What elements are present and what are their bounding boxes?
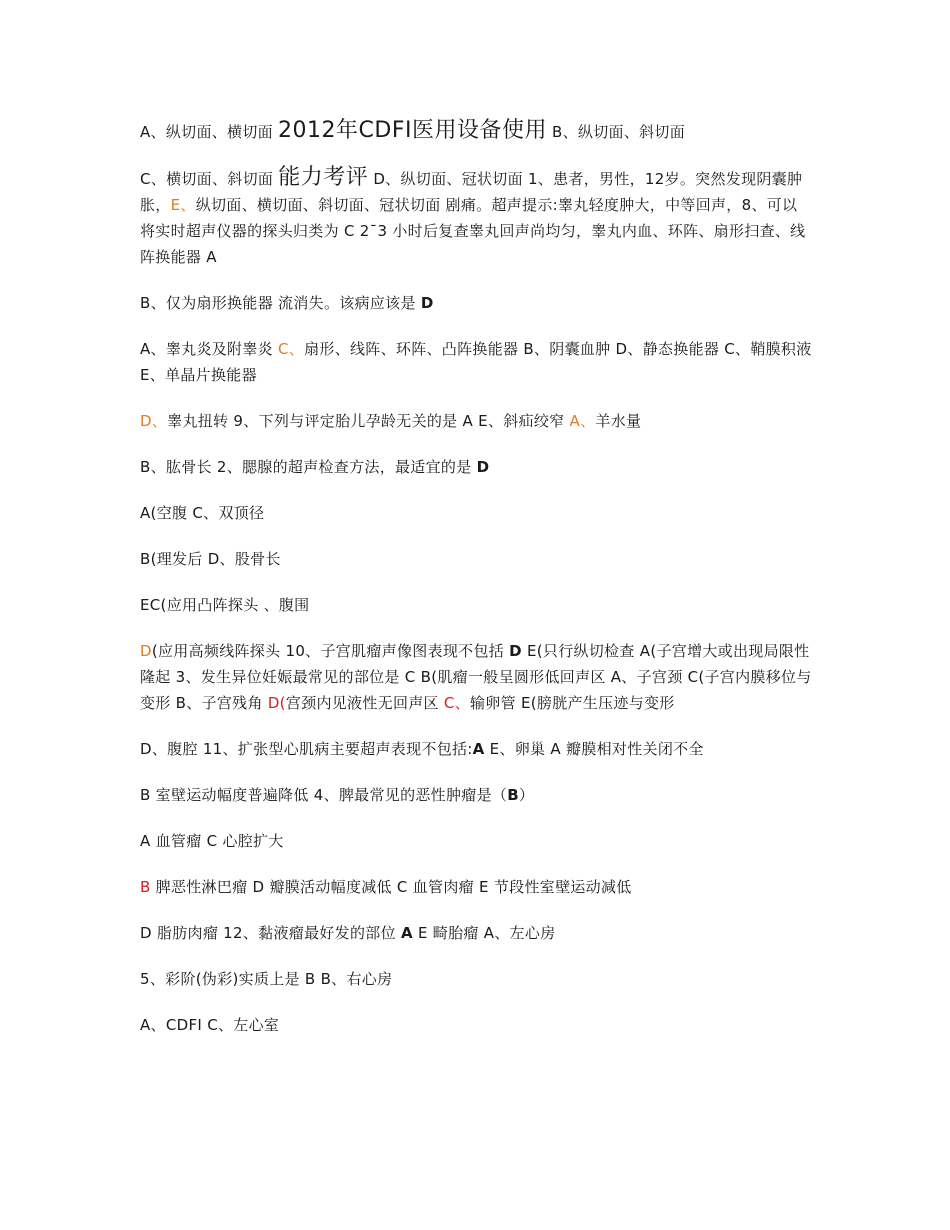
paragraph-16 [140, 966, 812, 992]
paragraph-14 [140, 874, 812, 900]
paragraph-3 [140, 290, 812, 316]
text-segment: 扇形、线阵、环阵、凸阵换能器 B、阴囊血肿 D、静态换能器 C、鞘膜积液 E、单晶片换能器 [140, 340, 812, 384]
highlighted-option: B [140, 878, 151, 896]
text-segment: A、纵切面、横切面 [140, 123, 279, 141]
paragraph-10 [140, 638, 812, 716]
answer-key: D [509, 642, 522, 660]
highlighted-option: A、 [569, 412, 596, 430]
highlighted-option: C、 [278, 340, 305, 358]
text-segment: B、肱骨长 2、腮腺的超声检查方法，最适宜的是 [140, 458, 477, 476]
highlighted-option: C、 [443, 694, 470, 712]
text-segment: B、纵切面、斜切面 [546, 123, 686, 141]
paragraph-1 [140, 118, 812, 145]
paragraph-15 [140, 920, 812, 946]
paragraph-9 [140, 592, 812, 618]
text-segment: 5、彩阶(伪彩)实质上是 B B、右心房 [140, 970, 393, 988]
paragraph-11 [140, 736, 812, 762]
text-segment: D、纵切面、冠状切面 1、患者，男性，12岁。突然发现阴囊肿胀， [140, 170, 803, 214]
text-segment: 纵切面、横切面、斜切面、冠状切面 剧痛。超声提示:睾丸轻度肿大，中等回声，8、可以将实时超声仪器的探头归类为 C 2¯3 小时后复查睾丸回声尚均匀，睾丸内血、环阵、扇形扫查、线阵换能器 A [140, 196, 806, 266]
text-segment: 脾恶性淋巴瘤 D 瓣膜活动幅度减低 C 血管肉瘤 E 节段性室壁运动减低 [150, 878, 632, 896]
paragraph-2 [140, 165, 812, 270]
highlighted-option: D( [267, 694, 286, 712]
paragraph-13 [140, 828, 812, 854]
text-segment: A 血管瘤 C 心腔扩大 [140, 832, 284, 850]
paragraph-6 [140, 454, 812, 480]
answer-key: A [472, 740, 485, 758]
answer-key: D [476, 458, 490, 476]
document-title-line-2: 能力考评 [278, 165, 369, 190]
text-segment: 睾丸扭转 9、下列与评定胎儿孕龄无关的是 A E、斜疝绞窄 [167, 412, 570, 430]
highlighted-option: D、 [140, 412, 168, 430]
text-segment: B(理发后 D、股骨长 [140, 550, 281, 568]
paragraph-8 [140, 546, 812, 572]
text-segment: EC(应用凸阵探头 、腹围 [140, 596, 310, 614]
text-segment: C、横切面、斜切面 [140, 170, 279, 188]
document-title-line-1: 2012年CDFI医用设备使用 [278, 118, 547, 143]
answer-key: B [507, 786, 519, 804]
text-segment: 羊水量 [595, 412, 642, 430]
text-segment: E 畸胎瘤 A、左心房 [412, 924, 556, 942]
text-segment: E(只行纵切检查 A(子宫增大或出现局限性隆起 3、发生异位妊娠最常见的部位是 C B(肌瘤一般呈圆形低回声区 A、子宫颈 C(子宫内膜移位与变形 B、子宫残角 [140, 642, 812, 712]
text-segment: B 室壁运动幅度普遍降低 4、脾最常见的恶性肿瘤是（ [140, 786, 508, 804]
paragraph-12 [140, 782, 812, 808]
text-segment: A(空腹 C、双顶径 [140, 504, 265, 522]
highlighted-option: D [140, 642, 152, 660]
answer-key: A [400, 924, 413, 942]
text-segment: D、腹腔 11、扩张型心肌病主要超声表现不包括: [140, 740, 473, 758]
text-segment: E、卵巢 A 瓣膜相对性关闭不全 [484, 740, 704, 758]
paragraph-7 [140, 500, 812, 526]
text-segment: (应用高频线阵探头 10、子宫肌瘤声像图表现不包括 [151, 642, 510, 660]
text-segment: ） [518, 786, 535, 804]
document-page [140, 118, 812, 1038]
paragraph-4 [140, 336, 812, 388]
text-segment: 宫颈内见液性无回声区 [285, 694, 444, 712]
text-segment: A、CDFI C、左心室 [140, 1016, 280, 1034]
paragraph-17 [140, 1012, 812, 1038]
highlighted-option: E、 [170, 196, 196, 214]
answer-key: D [420, 294, 434, 312]
text-segment: A、睾丸炎及附睾炎 [140, 340, 279, 358]
paragraph-5 [140, 408, 812, 434]
text-segment: B、仅为扇形换能器 流消失。该病应该是 [140, 294, 421, 312]
text-segment: D 脂肪肉瘤 12、黏液瘤最好发的部位 [140, 924, 401, 942]
text-segment: 输卵管 E(膀胱产生压迹与变形 [470, 694, 675, 712]
